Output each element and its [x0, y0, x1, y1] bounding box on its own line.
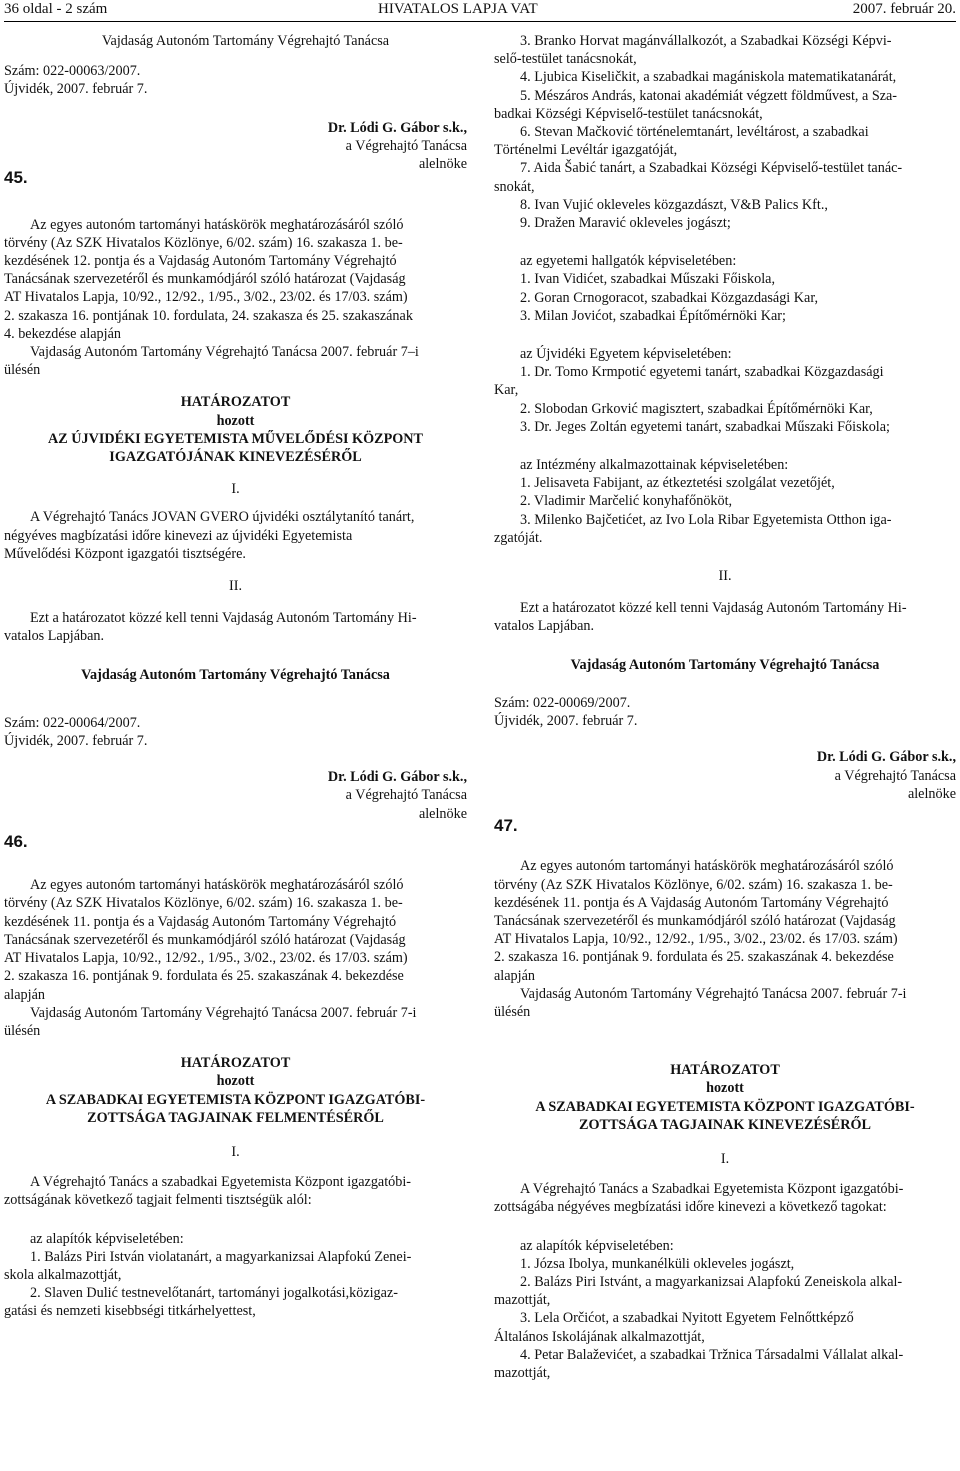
item-number-46: 46.	[4, 832, 28, 852]
list-item: Kar,	[494, 382, 519, 399]
council-heading-2: Vajdaság Autonóm Tartomány Végrehajtó Tanácsa	[81, 666, 390, 683]
text-line: Ezt a határozatot közzé kell tenni Vajdaság Autonóm Tartomány Hi-	[520, 600, 907, 617]
text-line: AT Hivatalos Lapja, 10/92., 12/92., 1/95., 3/02., 23/02. és 17/03. szám)	[4, 950, 408, 967]
list-item: 2. Vladimir Marčelić konyhafőnököt,	[520, 493, 733, 510]
text-line: Az egyes autonóm tartományi hatáskörök meghatározásáról szóló	[520, 858, 894, 875]
text-line: zottságába négyéves megbízatási időre kinevezi a következő tagokat:	[494, 1199, 887, 1216]
text-line: AT Hivatalos Lapja, 10/92., 12/92., 1/95., 3/02., 23/02. és 17/03. szám)	[4, 289, 408, 306]
founders-heading: az alapítók képviseletében:	[30, 1230, 184, 1247]
list-item: 3. Branko Horvat magánvállalkozót, a Szabadkai Községi Képvi-	[520, 33, 892, 49]
text-line: ülésén	[4, 362, 41, 379]
council-heading: Vajdaság Autonóm Tartomány Végrehajtó Tanácsa	[101, 33, 390, 49]
text-line: Vajdaság Autonóm Tartomány Végrehajtó Tanácsa 2007. február 7-i	[520, 985, 907, 1002]
list-item: 4. Ljubica Kiseličkit, a szabadkai magániskola matematikatanárát,	[520, 69, 897, 86]
issue-date: 2007. február 20.	[852, 1, 956, 17]
text-line: 2. szakasza 16. pontjának 10. fordulata, 24. szakasza és 25. szakaszának	[4, 307, 413, 324]
list-item: 9. Dražen Maravić okleveles jogászt;	[520, 215, 731, 232]
signature-block-r	[494, 730, 956, 845]
doc-place-date-r: Újvidék, 2007. február 7.	[494, 713, 638, 730]
list-item: 1. Ivan Vidićet, szabadkai Műszaki Főiskola,	[520, 271, 775, 288]
text-line: 2. szakasza 16. pontjának 9. fordulata és 25. szakaszának 4. bekezdése	[494, 949, 894, 966]
doc-number-2: Szám: 022-00064/2007.	[4, 714, 141, 731]
text-line: Tanácsának szervezetéről és munkamódjáról szóló határozat (Vajdaság	[494, 912, 896, 929]
list-item: 1. Balázs Piri István violatanárt, a magyarkanizsai Alapfokú Zenei-	[30, 1248, 412, 1265]
text-line: törvény (Az SZK Hivatalos Közlönye, 6/02. szám) 16. szakasza 1. be-	[494, 876, 893, 893]
list-item: skola alkalmazottját,	[4, 1266, 122, 1283]
list-item: 3. Milenko Bajčetićet, az Ivo Lola Ribar Egyetemista Otthon iga-	[520, 511, 892, 528]
section-roman-r2: II.	[718, 568, 732, 585]
publication-note	[4, 609, 467, 645]
list-item: mazottját,	[494, 1292, 551, 1309]
list-item: 1. Jelisaveta Fabijant, az étkeztetési szolgálat vezetőjét,	[520, 475, 835, 492]
text-line: ülésén	[4, 1022, 41, 1039]
list-item: 3. Dr. Jeges Zoltán egyetemi tanárt, szabadkai Műszaki Főiskola;	[520, 418, 890, 435]
list-item: 6. Stevan Mačković történelemtanárt, levéltárost, a szabadkai	[520, 124, 869, 141]
decision-text-45	[4, 508, 467, 563]
text-line: Művelődési Központ igazgatói tisztségére.	[4, 545, 246, 562]
text-line: Tanácsának szervezetéről és munkamódjáról szóló határozat (Vajdaság	[4, 931, 406, 948]
preamble-45	[4, 216, 467, 380]
text-line: kezdésének 11. pontja és a Vajdaság Autonóm Tartomány Végrehajtó	[4, 913, 397, 930]
doc-place-date: Újvidék, 2007. február 7.	[4, 81, 148, 98]
page-number: 36 oldal - 2 szám	[4, 1, 108, 17]
decision-heading-47: HATÁROZATOT	[670, 1062, 780, 1079]
list-item: 2. Balázs Piri Istvánt, a magyarkanizsai Alapfokú Zeneiskola alkal-	[520, 1273, 903, 1290]
decision-heading-46: HATÁROZATOT	[180, 1055, 291, 1072]
text-line: alapján	[494, 967, 535, 984]
page-header	[4, 0, 956, 22]
item-number-45: 45.	[4, 167, 28, 187]
decision-heading: HATÁROZATOT	[180, 394, 291, 411]
doc-place-date-2: Újvidék, 2007. február 7.	[4, 733, 148, 750]
list-item: 1. Józsa Ibolya, munkanélküli okleveles jogászt,	[520, 1255, 795, 1272]
item-number-47: 47.	[494, 816, 518, 836]
staff-heading: az Intézmény alkalmazottainak képviseletében:	[520, 457, 789, 474]
signer-role: a Végrehajtó Tanácsa	[345, 787, 467, 804]
list-item: mazottját,	[494, 1364, 551, 1381]
text-line: törvény (Az SZK Hivatalos Közlönye, 6/02. szám) 16. szakasza 1. be-	[4, 234, 403, 251]
publication-note-r	[494, 599, 956, 635]
list-item: 2. Slaven Dulić testnevelőtanárt, tartományi jogalkotási,közigaz-	[30, 1285, 398, 1302]
journal-title: HIVATALOS LAPJA VAT	[378, 1, 538, 17]
text-line: AT Hivatalos Lapja, 10/92., 12/92., 1/95., 3/02., 23/02. és 17/03. szám)	[494, 931, 898, 948]
left-column	[4, 32, 467, 1321]
signer-name: Dr. Lódi G. Gábor s.k.,	[816, 749, 956, 766]
text-line: Tanácsának szervezetéről és munkamódjáról szóló határozat (Vajdaság	[4, 271, 406, 288]
text-line: Az egyes autonóm tartományi hatáskörök meghatározásáról szóló	[30, 877, 404, 894]
text-line: kezdésének 12. pontja és a Vajdaság Autonóm Tartomány Végrehajtó	[4, 253, 397, 270]
section-roman-47: I.	[720, 1150, 730, 1167]
signer-role-2: alelnöke	[418, 805, 467, 822]
doc-number-r: Szám: 022-00069/2007.	[494, 694, 631, 711]
signature-block-2	[4, 750, 467, 860]
doc-number: Szám: 022-00063/2007.	[4, 63, 141, 80]
right-column	[494, 32, 956, 1382]
council-heading-r: Vajdaság Autonóm Tartomány Végrehajtó Tanácsa	[570, 656, 880, 673]
text-line: Vajdaság Autonóm Tartomány Végrehajtó Tanácsa 2007. február 7-i	[30, 1004, 417, 1021]
list-item: selő-testület tanácsnokát,	[494, 51, 637, 68]
text-line: A Végrehajtó Tanács JOVAN GVERO újvidéki osztálytanító tanárt,	[30, 509, 415, 526]
text-line: alapján	[4, 986, 45, 1003]
text-line: vatalos Lapjában.	[4, 628, 105, 645]
decision-title-47-2: ZOTTSÁGA TAGJAINAK KINEVEZÉSÉRŐL	[579, 1116, 871, 1133]
section-roman-46: I.	[231, 1143, 240, 1160]
decision-title: AZ ÚJVIDÉKI EGYETEMISTA MŰVELŐDÉSI KÖZPONT	[48, 430, 423, 447]
decision-title-46: A SZABADKAI EGYETEMISTA KÖZPONT IGAZGATÓBI-	[45, 1091, 426, 1108]
signer-name: Dr. Lódi G. Gábor s.k.,	[327, 769, 467, 786]
header-rule	[4, 21, 956, 22]
text-line: A Végrehajtó Tanács a szabadkai Egyetemista Központ igazgatóbi-	[30, 1174, 412, 1191]
text-line: Ezt a határozatot közzé kell tenni Vajdaság Autonóm Tartomány Hi-	[30, 610, 417, 627]
section-roman-1: I.	[231, 481, 240, 498]
list-item: 2. Goran Crnogoracot, szabadkai Közgazdasági Kar,	[520, 289, 819, 306]
list-item: 4. Petar Balaževićet, a szabadkai Tržnica Társadalmi Vállalat alkal-	[520, 1346, 904, 1363]
text-line: A Végrehajtó Tanács a Szabadkai Egyetemista Központ igazgatóbi-	[520, 1181, 904, 1198]
list-item: 3. Lela Orčićot, a szabadkai Nyitott Egyetem Felnőttképző	[520, 1310, 854, 1327]
preamble-46	[4, 876, 467, 1040]
decision-text-47	[494, 1180, 956, 1216]
signer-role-2: alelnöke	[418, 156, 467, 173]
text-line: vatalos Lapjában.	[494, 618, 595, 635]
list-item: 8. Ivan Vujić okleveles közgazdászt, V&B Palics Kft.,	[520, 196, 828, 213]
text-line: négyéves magbízatási időre kinevezi az újvidéki Egyetemista	[4, 527, 353, 544]
text-line: kezdésének 11. pontja és A Vajdaság Autonóm Tartomány Végrehajtó	[494, 894, 889, 911]
list-item: snokát,	[494, 178, 535, 195]
signer-role-2: alelnöke	[907, 785, 956, 802]
text-line: törvény (Az SZK Hivatalos Közlönye, 6/02. szám) 16. szakasza 1. be-	[4, 895, 403, 912]
list-item: 7. Aida Šabić tanárt, a Szabadkai Községi Képviselő-testület tanác-	[520, 160, 903, 177]
signer-role: a Végrehajtó Tanácsa	[345, 137, 467, 154]
signature-block	[4, 99, 467, 189]
founders-heading-r: az alapítók képviseletében:	[520, 1237, 674, 1254]
list-item: Történelmi Levéltár igazgatóját,	[494, 142, 678, 159]
list-item: zgatóját.	[494, 529, 543, 546]
decision-text-46	[4, 1173, 467, 1209]
list-item: 1. Dr. Tomo Krmpotić egyetemi tanárt, szabadkai Közgazdasági	[520, 364, 884, 381]
list-item: 2. Slobodan Grković magisztert, szabadkai Építőmérnöki Kar,	[520, 400, 873, 417]
list-item: badkai Községi Képviselő-testület tanácsnokát,	[494, 105, 763, 122]
decision-title-47: A SZABADKAI EGYETEMISTA KÖZPONT IGAZGATÓBI-	[535, 1098, 915, 1115]
list-item: 5. Mészáros András, katonai akadémiát végzett földművest, a Sza-	[520, 87, 898, 104]
signer-name: Dr. Lódi G. Gábor s.k.,	[327, 119, 467, 136]
decision-hozott-47: hozott	[706, 1080, 744, 1097]
students-heading: az egyetemi hallgatók képviseletében:	[520, 253, 737, 270]
text-line: Az egyes autonóm tartományi hatáskörök meghatározásáról szóló	[30, 216, 404, 233]
university-heading: az Újvidéki Egyetem képviseletében:	[520, 346, 732, 363]
decision-hozott: hozott	[216, 412, 255, 429]
signer-role: a Végrehajtó Tanácsa	[834, 767, 956, 784]
decision-hozott-46: hozott	[216, 1073, 255, 1090]
text-line: Vajdaság Autonóm Tartomány Végrehajtó Tanácsa 2007. február 7–i	[30, 344, 419, 361]
list-item: gatási és nemzeti kisebbségi titkárhelyettest,	[4, 1303, 256, 1320]
list-item: Általános Iskolájának alkalmazottját,	[494, 1328, 705, 1345]
text-line: 2. szakasza 16. pontjának 9. fordulata és 25. szakaszának 4. bekezdése	[4, 968, 404, 985]
decision-title-46-2: ZOTTSÁGA TAGJAINAK FELMENTÉSÉRŐL	[87, 1109, 384, 1126]
list-item: 3. Milan Jovićot, szabadkai Építőmérnöki Kar;	[520, 307, 786, 324]
section-roman-2: II.	[229, 578, 242, 595]
text-line: ülésén	[494, 1003, 531, 1020]
preamble-47	[494, 857, 956, 1021]
text-line: zottságának következő tagjait felmenti tisztségük alól:	[4, 1192, 312, 1209]
text-line: 4. bekezdése alapján	[4, 325, 121, 342]
decision-title-2: IGAZGATÓJÁNAK KINEVEZÉSÉRŐL	[109, 449, 362, 466]
